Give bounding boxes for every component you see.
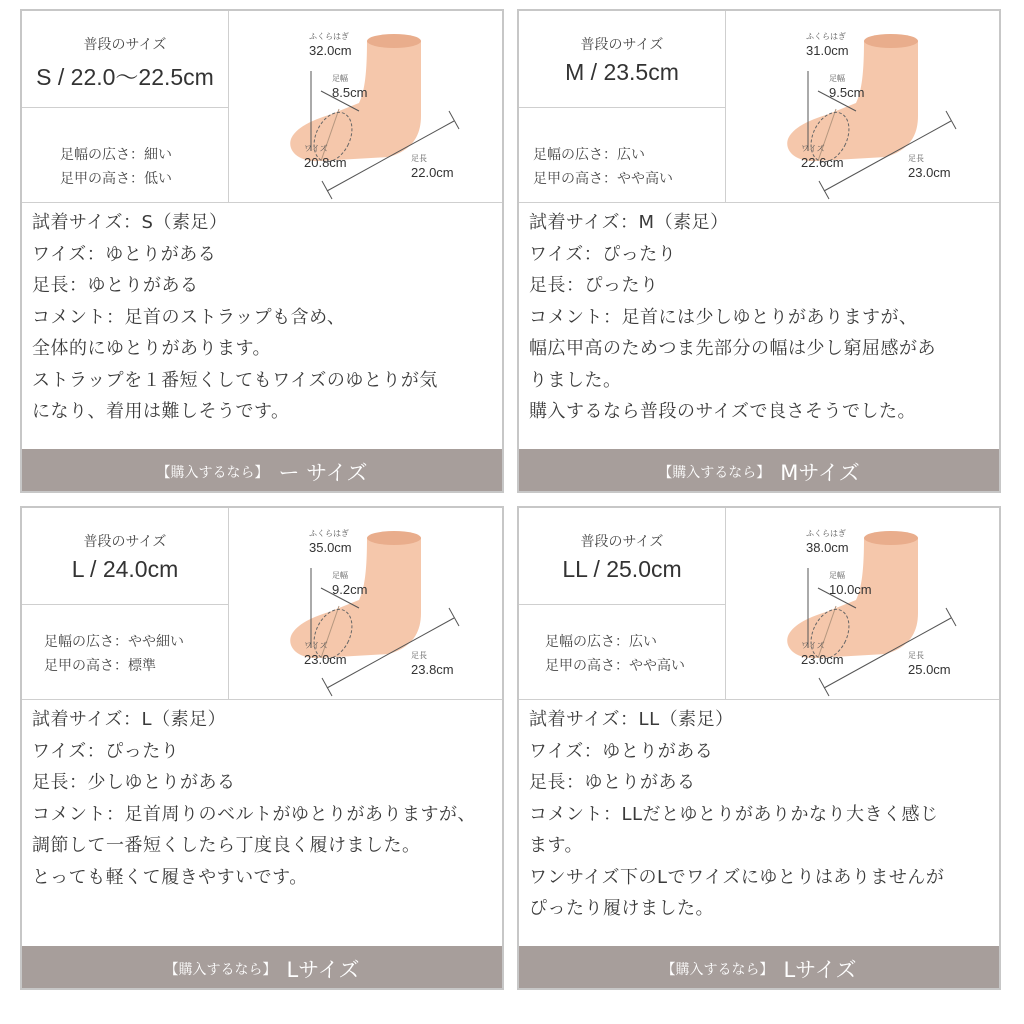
recommendation-prefix: 【購入するなら】	[661, 962, 774, 978]
size-card-l	[20, 506, 504, 990]
recommendation-bar	[22, 946, 502, 988]
foot-illustration	[229, 11, 502, 202]
foot-width-label: 足幅	[829, 571, 845, 580]
instep-height-attr: 足甲の高さ：低い	[60, 171, 172, 187]
wise-value: 20.8cm	[304, 155, 347, 170]
foot-width-value: 10.0cm	[829, 582, 872, 597]
review-line: 幅広甲高のためつま先部分の幅は少し窮屈感があ	[529, 338, 936, 359]
review-line: ワイズ：ぴったり	[529, 243, 677, 265]
foot-diagram	[726, 11, 999, 202]
recommendation-size: Lサイズ	[286, 958, 360, 982]
foot-width-label: 足幅	[829, 74, 845, 83]
foot-length-value: 25.0cm	[908, 662, 951, 677]
card-header	[519, 11, 999, 203]
review-line: ワイズ：ゆとりがある	[529, 740, 714, 762]
wise-value: 22.6cm	[801, 155, 844, 170]
wise-value: 23.0cm	[304, 652, 347, 667]
usual-size-box	[519, 508, 726, 605]
recommendation-prefix: 【購入するなら】	[658, 465, 771, 481]
recommendation-size: ー サイズ	[278, 461, 368, 485]
calf-label: ふくらはぎ	[309, 529, 349, 538]
size-card-s	[20, 9, 504, 493]
review-line: 試着サイズ：M（素足）	[529, 212, 729, 233]
foot-illustration	[726, 508, 999, 699]
review-text	[32, 207, 502, 428]
foot-length-value: 22.0cm	[411, 165, 454, 180]
review-line: 調節して一番短くしたら丁度良く履けました。	[32, 835, 421, 856]
card-header	[22, 508, 502, 700]
review-line: になり、着用は難しそうです。	[32, 401, 290, 422]
review-line: 試着サイズ：LL（素足）	[529, 709, 734, 730]
calf-value: 38.0cm	[806, 540, 849, 555]
review-line: ぴったり履けました。	[529, 898, 714, 919]
foot-diagram	[726, 508, 999, 699]
card-header	[519, 508, 999, 700]
calf-label: ふくらはぎ	[309, 32, 349, 41]
recommendation-prefix: 【購入するなら】	[156, 465, 269, 481]
foot-width-label: 足幅	[332, 571, 348, 580]
usual-size-label: 普段のサイズ	[83, 37, 167, 53]
review-text	[529, 207, 999, 428]
review-line: とっても軽くて履きやすいです。	[32, 866, 308, 888]
recommendation-size: Lサイズ	[783, 958, 857, 982]
review-line: コメント：足首には少しゆとりがありますが、	[529, 306, 918, 328]
review-line: 足長：少しゆとりがある	[32, 772, 236, 793]
calf-label: ふくらはぎ	[806, 529, 846, 538]
usual-size-value: L / 24.0cm	[71, 556, 179, 582]
review-line: 購入するなら普段のサイズで良さそうでした。	[529, 401, 917, 422]
review-line: コメント：LLだとゆとりがありかなり大きく感じ	[529, 803, 939, 825]
review-line: 足長：ぴったり	[529, 275, 659, 296]
wise-label: ワイズ	[801, 144, 825, 153]
foot-attributes	[22, 108, 229, 202]
usual-size-box	[22, 11, 229, 108]
foot-length-label: 足長	[411, 651, 427, 660]
foot-illustration	[726, 11, 999, 202]
usual-size-label: 普段のサイズ	[83, 534, 167, 550]
calf-value: 35.0cm	[309, 540, 352, 555]
foot-length-label: 足長	[908, 651, 924, 660]
instep-height-attr: 足甲の高さ：やや高い	[545, 658, 685, 674]
calf-value: 32.0cm	[309, 43, 352, 58]
foot-diagram	[229, 11, 502, 202]
foot-width-attr: 足幅の広さ：細い	[60, 147, 172, 163]
review-line: ワイズ：ぴったり	[32, 740, 180, 762]
foot-width-value: 8.5cm	[332, 85, 368, 100]
foot-width-value: 9.5cm	[829, 85, 865, 100]
foot-length-label: 足長	[908, 154, 924, 163]
foot-attributes	[22, 605, 229, 699]
review-line: ストラップを１番短くしてもワイズのゆとりが気	[32, 369, 438, 391]
recommendation-bar	[519, 449, 999, 491]
recommendation-bar	[22, 449, 502, 491]
card-header	[22, 11, 502, 203]
calf-value: 31.0cm	[806, 43, 849, 58]
recommendation-size: Mサイズ	[780, 461, 860, 485]
review-line: 足長：ゆとりがある	[32, 275, 199, 296]
size-card-m	[517, 9, 1001, 493]
foot-illustration	[229, 508, 502, 699]
wise-label: ワイズ	[304, 641, 328, 650]
foot-width-label: 足幅	[332, 74, 348, 83]
wise-value: 23.0cm	[801, 652, 844, 667]
calf-label: ふくらはぎ	[806, 32, 846, 41]
review-line: ワイズ：ゆとりがある	[32, 243, 217, 265]
foot-width-attr: 足幅の広さ：広い	[545, 634, 657, 650]
foot-attributes	[519, 605, 726, 699]
wise-label: ワイズ	[801, 641, 825, 650]
review-line: 試着サイズ：S（素足）	[32, 212, 228, 233]
usual-size-value: LL / 25.0cm	[562, 556, 682, 582]
review-line: コメント：足首のストラップも含め、	[32, 306, 346, 328]
instep-height-attr: 足甲の高さ：標準	[44, 658, 156, 674]
size-card-ll	[517, 506, 1001, 990]
usual-size-value: S / 22.0〜22.5cm	[36, 64, 214, 90]
review-line: 試着サイズ：L（素足）	[32, 709, 227, 730]
foot-width-attr: 足幅の広さ：広い	[533, 147, 645, 163]
usual-size-label: 普段のサイズ	[580, 37, 664, 53]
review-text	[32, 704, 502, 893]
usual-size-box	[519, 11, 726, 108]
review-line: ワンサイズ下のLでワイズにゆとりはありませんが	[529, 866, 945, 888]
review-text	[529, 704, 999, 925]
recommendation-prefix: 【購入するなら】	[164, 962, 277, 978]
foot-attributes	[519, 108, 726, 202]
usual-size-label: 普段のサイズ	[580, 534, 664, 550]
usual-size-value: M / 23.5cm	[565, 59, 679, 85]
review-line: 全体的にゆとりがあります。	[32, 338, 272, 359]
foot-length-value: 23.8cm	[411, 662, 454, 677]
review-line: 足長：ゆとりがある	[529, 772, 696, 793]
review-line: ます。	[529, 835, 584, 856]
wise-label: ワイズ	[304, 144, 328, 153]
review-line: コメント：足首周りのベルトがゆとりがありますが、	[32, 803, 476, 825]
recommendation-bar	[519, 946, 999, 988]
foot-width-attr: 足幅の広さ：やや細い	[44, 634, 184, 650]
usual-size-box	[22, 508, 229, 605]
foot-length-label: 足長	[411, 154, 427, 163]
instep-height-attr: 足甲の高さ：やや高い	[533, 171, 673, 187]
foot-diagram	[229, 508, 502, 699]
foot-length-value: 23.0cm	[908, 165, 951, 180]
review-line: りました。	[529, 369, 622, 391]
foot-width-value: 9.2cm	[332, 582, 368, 597]
